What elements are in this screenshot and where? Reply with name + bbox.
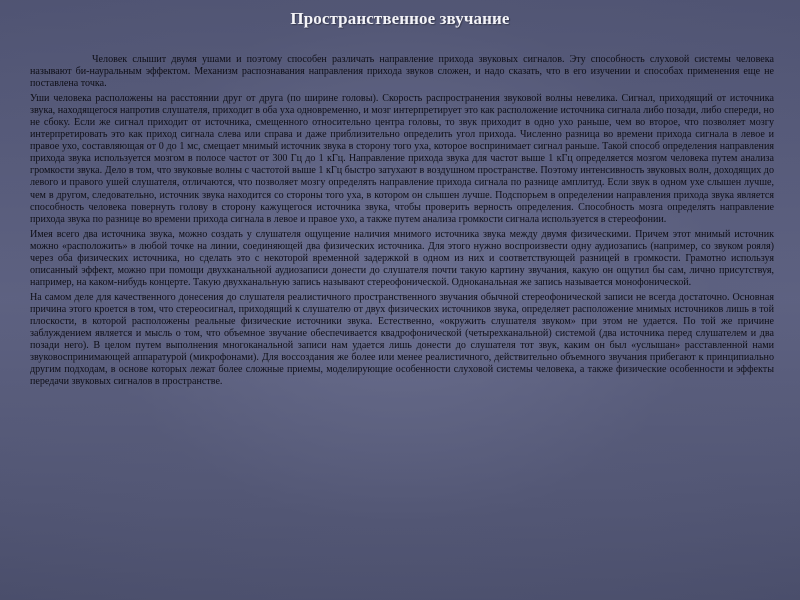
paragraph-intro: Человек слышит двумя ушами и поэтому способен различать направление прихода звуковых сигналов. Эту способность слуховой системы человека называют би-науральным эффектом. Механизм распознавания направления прихода звуков сложен, и надо сказать, что в его изучении и способах применения еще не поставлена точка. (30, 54, 774, 90)
paragraph-stereo-phantom-source: Имея всего два источника звука, можно создать у слушателя ощущение наличия мнимого источника звука между двумя физическими. Причем этот мнимый источник можно «расположить» в любой точке на линии, соединяющей два физических источника. Для этого нужно воспроизвести одну аудиозапись (например, со звуком рояля) через оба физических источника, но сделать это с некоторой временной задержкой в одном из них и соответствующей разницей в громкости. Грамотно используя описанный эффект, можно при помощи двухканальной аудиозаписи донести до слушателя почти такую картину звучания, какую он ощутил бы сам, лично присутствуя, например, на каком-нибудь концерте. Такую двухканальную запись называют стереофонической. Одноканальная же запись называется монофонической. (30, 228, 774, 288)
paragraph-spatial-sound-limits: На самом деле для качественного донесения до слушателя реалистичного пространственного звучания обычной стереофонической записи не всегда достаточно. Основная причина этого кроется в том, что стереосигнал, приходящий к слушателю от двух физических источников звука, определяет расположение мнимых источников лишь в той плоскости, в которой расположены реальные физические источники звука. Естественно, «окружить слушателя звуком» при этом не удается. По той же причине заблуждением является и мысль о том, что объемное звучание обеспечивается квадрофонической (четырехканальной) системой (два источника перед слушателем и два позади него). В целом путем выполнения многоканальной записи нам удается лишь донести до слушателя тот звук, каким он был «услышан» расставленной нами звуковоспринимающей аппаратурой (микрофонами). Для воссоздания же более или менее реалистичного, действительно объемного звучания прибегают к принципиально другим подходам, в основе которых лежат более сложные приемы, моделирующие особенности слуховой системы человека, а также физические особенности и эффекты передачи звуковых сигналов в пространстве. (30, 291, 774, 388)
slide-title: Пространственное звучание (290, 9, 510, 28)
paragraph-time-difference: Уши человека расположены на расстоянии друг от друга (по ширине головы). Скорость распространения звуковой волны невелика. Сигнал, приходящий от источника звука, находящегося напротив слушателя, приходит в оба уха одновременно, и мозг интерпретирует это как расположение источника сигнала либо позади, либо спереди, но не сбоку. Если же сигнал приходит от источника, смещенного относительно центра головы, то звук приходит в одно ухо раньше, чем во второе, что позволяет мозгу интерпретировать это как приход сигнала слева или справа и даже приблизительно определить угол прихода. Численно разница во времени прихода сигнала в левое и правое ухо, составляющая от 0 до 1 мс, смещает мнимый источник звука в сторону того уха, которое воспринимает сигнал раньше. Такой способ определения направления прихода звука используется мозгом в полосе частот от 300 Гц до 1 кГц. Направление прихода звука для частот выше 1 кГц определяется мозгом человека путем анализа громкости звука. Дело в том, что звуковые волны с частотой выше 1 кГц быстро затухают в воздушном пространстве. Поэтому интенсивность звуковых волн, доходящих до левого и правого ушей слушателя, отличаются, что позволяет мозгу определять направление прихода сигнала по разнице амплитуд. Если звук в одном ухе слышен лучше, чем в другом, следовательно, источник звука находится со стороны того уха, в котором он слышен лучше. Подспорьем в определении направления прихода звука является способность человека повернуть голову в сторону кажущегося источника звука, чтобы проверить верность определения. Способность мозга определять направление прихода звука по разнице во времени прихода сигнала в левое и правое ухо, а также путем анализа громкости сигнала используется в стереофонии. (30, 93, 774, 225)
slide-body (30, 54, 774, 391)
